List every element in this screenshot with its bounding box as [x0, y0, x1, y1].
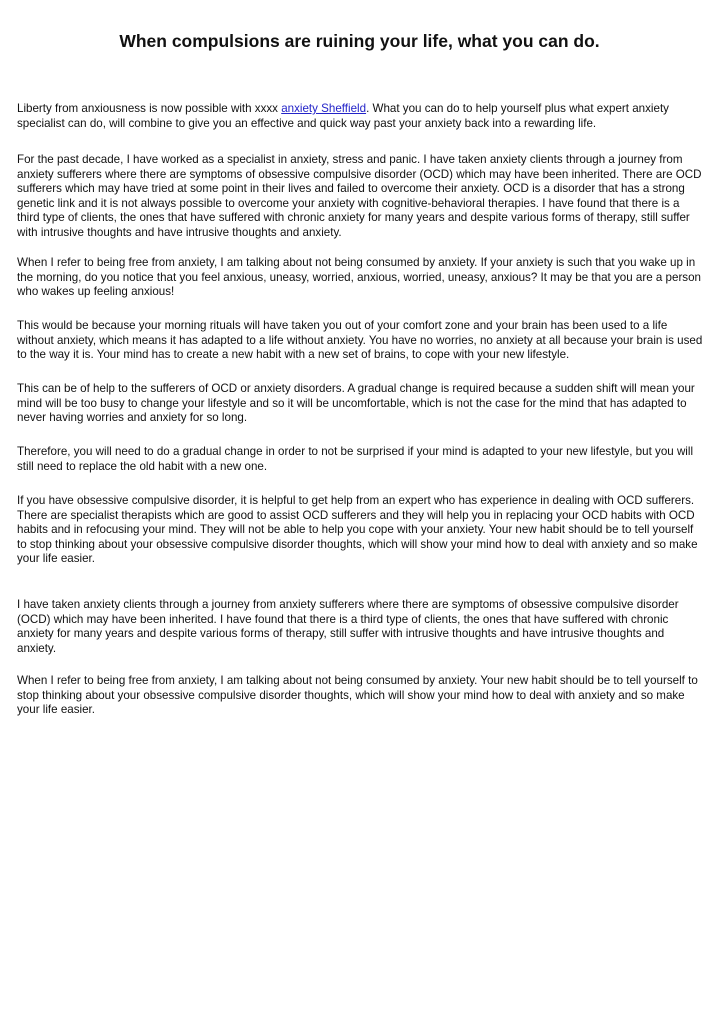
- paragraph-new-habit: When I refer to being free from anxiety, I am talking about not being consumed by anxiety. Your new habit should be to tell yourself to stop thinking about your obsessive compulsive disorder thoughts, which will show your mind how to deal with anxiety and so make your life easier.: [17, 674, 698, 716]
- intro-text-after-link: . What you can do to help yourself plus what expert anxiety specialist can do, will combine to give you an effective and quick way past your anxiety back into a rewarding life.: [17, 102, 669, 130]
- paragraph-ocd-expert-help: If you have obsessive compulsive disorder, it is helpful to get help from an expert who has experience in dealing with OCD sufferers. There are specialist therapists which are good to assist OCD sufferers and they will help you in replacing your OCD habits with OCD habits and in refocusing your mind. They will not be able to help you cope with your anxiety. Your new habit should be to tell yourself to stop thinking about your obsessive compulsive disorder thoughts, which will show your mind how to deal with anxiety and so make your life easier.: [17, 494, 698, 565]
- paragraph-morning-rituals: This would be because your morning rituals will have taken you out of your comfort zone and your brain has been used to a life without anxiety, which means it has adapted to a life without anxiety. You have no worries, no anxiety at all because your brain is used to the way it is. Your mind has to create a new habit with a new set of brains, to cope with your new lifestyle.: [17, 319, 703, 361]
- paragraph-replace-habit: Therefore, you will need to do a gradual change in order to not be surprised if your mind is adapted to your new lifestyle, but you will still need to replace the old habit with a new one.: [17, 445, 694, 473]
- paragraph-specialist-decade: For the past decade, I have worked as a specialist in anxiety, stress and panic. I have taken anxiety clients through a journey from anxiety sufferers where there are symptoms of obsessive compulsive disorder (OCD) which may have been inherited. There are OCD sufferers which may have tried at some point in their lives and failed to overcome their anxiety. OCD is a disorder that has a strong genetic link and it is not always possible to overcome your anxiety with cognitive-behavioral therapies. I have found that there is a third type of clients, the ones that have suffered with chronic anxiety for many years and despite various forms of therapy, still suffer with intrusive thoughts and have intrusive thoughts and anxiety.: [17, 153, 702, 239]
- intro-text-before-link: Liberty from anxiousness is now possible with xxxx: [17, 102, 282, 115]
- document-title: When compulsions are ruining your life, what you can do.: [119, 31, 600, 51]
- intro-paragraph: [17, 102, 703, 131]
- paragraph-gradual-change: This can be of help to the sufferers of OCD or anxiety disorders. A gradual change is required because a sudden shift will mean your mind will be too busy to change your lifestyle and so it will be uncomfortable, which is not the case for the mind that has adapted to never having worries and anxiety for so long.: [17, 382, 695, 424]
- anxiety-sheffield-link[interactable]: anxiety Sheffield: [281, 102, 367, 115]
- paragraph-anxiety-clients-journey: I have taken anxiety clients through a journey from anxiety sufferers where there are symptoms of obsessive compulsive disorder (OCD) which may have been inherited. I have found that there is a third type of clients, the ones that have suffered with chronic anxiety for many years and despite various forms of therapy, still suffer with intrusive thoughts and have intrusive thoughts and anxiety.: [17, 598, 679, 655]
- paragraph-free-from-anxiety: When I refer to being free from anxiety, I am talking about not being consumed by anxiety. If your anxiety is such that you wake up in the morning, do you notice that you feel anxious, uneasy, worried, anxious, worried, uneasy, anxious? It may be that you are a person who wakes up feeling anxious!: [17, 256, 701, 298]
